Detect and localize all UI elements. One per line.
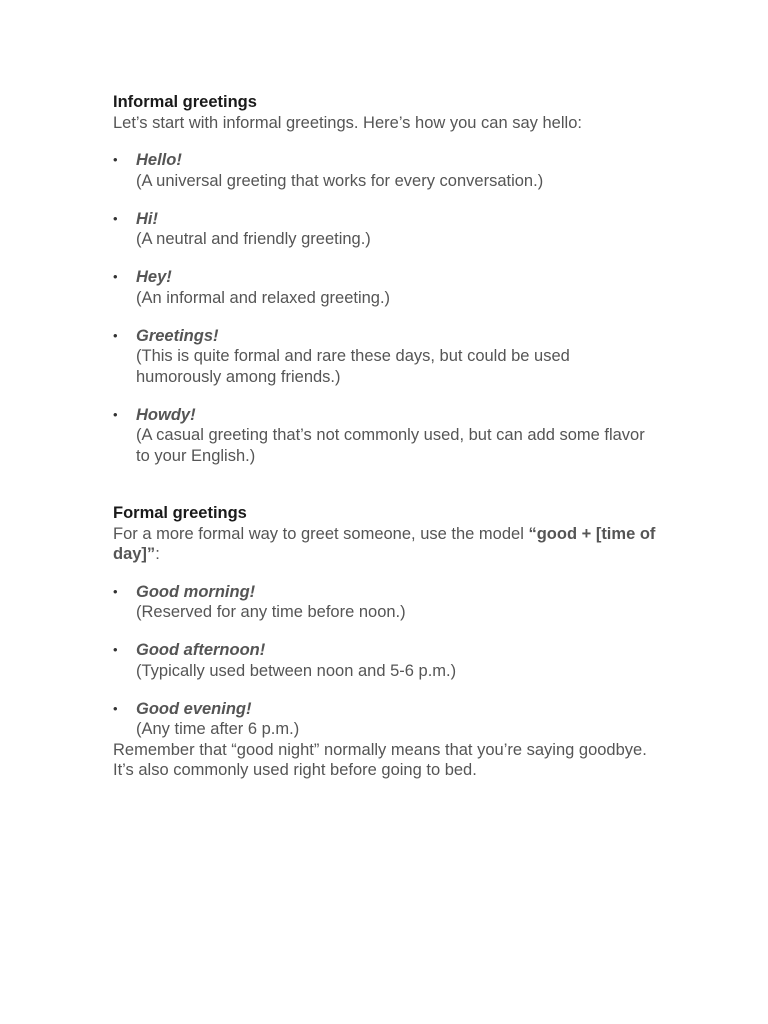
bullet-icon: • xyxy=(113,583,118,599)
closing-paragraph: Remember that “good night” normally means that you’re saying goodbye. It’s also commonly used right before going to bed. xyxy=(113,740,647,779)
greeting-description: (Reserved for any time before noon.) xyxy=(136,603,406,621)
list-item xyxy=(113,326,658,388)
greeting-description: (A universal greeting that works for every conversation.) xyxy=(136,171,544,190)
informal-greetings-list xyxy=(113,150,658,466)
greeting-term: Hi! xyxy=(136,209,158,228)
greeting-term: Hello! xyxy=(136,151,182,169)
informal-heading: Informal greetings xyxy=(113,93,257,111)
document-page xyxy=(113,92,658,781)
greeting-description: (Typically used between noon and 5-6 p.m.) xyxy=(136,661,457,680)
greeting-term: Greetings! xyxy=(136,326,219,345)
greeting-term: Howdy! xyxy=(136,405,196,424)
list-item xyxy=(113,699,658,740)
greeting-description: (A neutral and friendly greeting.) xyxy=(136,230,371,248)
list-item xyxy=(113,582,658,623)
greeting-term: Good afternoon! xyxy=(136,641,266,659)
bullet-icon: • xyxy=(113,406,118,422)
bullet-icon: • xyxy=(113,642,118,657)
greeting-term: Good evening! xyxy=(136,699,252,718)
bullet-icon: • xyxy=(113,152,118,167)
greeting-description: (An informal and relaxed greeting.) xyxy=(136,288,391,307)
greeting-description: (A casual greeting that’s not commonly used, but can add some flavor to your English.) xyxy=(136,426,645,465)
formal-intro-colon: : xyxy=(155,545,160,563)
list-item xyxy=(113,405,658,467)
formal-intro xyxy=(113,524,658,565)
informal-intro: Let’s start with informal greetings. Here’s how you can say hello: xyxy=(113,113,582,132)
greeting-description: (Any time after 6 p.m.) xyxy=(136,720,300,738)
formal-intro-text: For a more formal way to greet someone, use the model xyxy=(113,524,529,543)
greeting-description: (This is quite formal and rare these days, but could be used humorously among friends.) xyxy=(136,347,570,386)
list-item xyxy=(113,640,658,681)
greeting-term: Hey! xyxy=(136,268,172,286)
formal-intro-model: “good + [time of day]” xyxy=(113,524,656,563)
list-item xyxy=(113,267,658,308)
bullet-icon: • xyxy=(113,700,118,716)
formal-section xyxy=(113,503,658,781)
formal-greetings-list xyxy=(113,582,658,740)
bullet-icon: • xyxy=(113,327,118,343)
bullet-icon: • xyxy=(113,269,118,284)
list-item xyxy=(113,209,658,250)
formal-heading: Formal greetings xyxy=(113,504,247,522)
list-item xyxy=(113,150,658,191)
bullet-icon: • xyxy=(113,210,118,226)
greeting-term: Good morning! xyxy=(136,582,256,601)
